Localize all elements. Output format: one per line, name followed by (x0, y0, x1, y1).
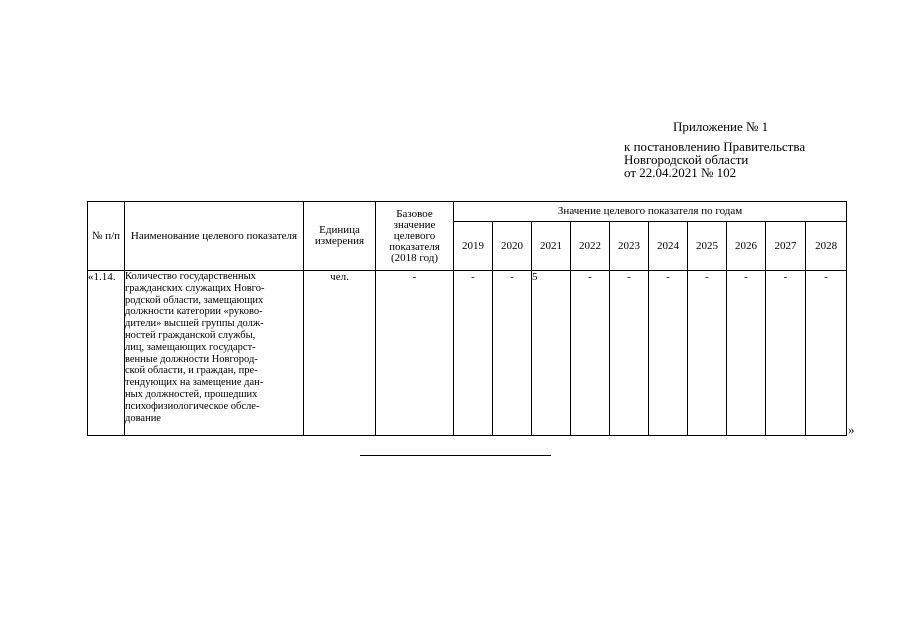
table-row (88, 271, 847, 436)
annex-title: Приложение № 1 (673, 119, 769, 134)
indicator-table (87, 201, 847, 436)
header-year: 2028 (806, 222, 847, 271)
header-unit: Единица измерения (304, 202, 376, 271)
header-years-group: Значение целевого показателя по годам (454, 202, 847, 222)
annex-block (624, 120, 805, 179)
annex-line-date: от 22.04.2021 № 102 (624, 165, 737, 180)
closing-rule (360, 455, 551, 456)
header-base-value: Базовое значение целевого показателя (2018 год) (376, 202, 454, 271)
row-value-2025: - (688, 271, 727, 436)
name-line: дители» высшей группы долж- (125, 318, 264, 330)
header-year: 2023 (610, 222, 649, 271)
name-line: ностей гражданской службы, (125, 329, 256, 341)
name-line: родской области, замещающих (125, 294, 264, 306)
header-year: 2022 (571, 222, 610, 271)
row-value-2022: - (571, 271, 610, 436)
name-line: ных должностей, прошедших (125, 388, 258, 400)
name-line: лиц, замещающих государст- (125, 341, 256, 353)
header-name: Наименование целевого показателя (125, 202, 304, 271)
name-line: психофизиологическое обсле- (125, 400, 260, 412)
header-year: 2024 (649, 222, 688, 271)
name-line: гражданских служащих Новго- (125, 282, 265, 294)
row-indicator-name (125, 271, 304, 436)
row-unit: чел. (304, 271, 376, 436)
name-line: тендующих на замещение дан- (125, 377, 264, 389)
row-value-2019: - (454, 271, 493, 436)
row-value-2024: - (649, 271, 688, 436)
annex-line-decree: к постановлению Правительства (624, 139, 806, 154)
row-value-2021: 5 (532, 271, 571, 436)
header-year: 2021 (532, 222, 571, 271)
name-line: дование (125, 412, 161, 424)
row-value-2020: - (493, 271, 532, 436)
name-line: венные должности Новгород- (125, 353, 258, 365)
name-line: ской области, и граждан, пре- (125, 365, 258, 377)
name-line: Количество государственных (125, 271, 256, 282)
header-year: 2019 (454, 222, 493, 271)
header-year: 2025 (688, 222, 727, 271)
row-value-2026: - (727, 271, 766, 436)
header-year: 2026 (727, 222, 766, 271)
row-value-2023: - (610, 271, 649, 436)
header-year: 2020 (493, 222, 532, 271)
row-base-value: - (376, 271, 454, 436)
closing-quote: » (848, 422, 855, 437)
name-line: должности категории «руково- (125, 306, 263, 318)
annex-line-region: Новгородской области (624, 152, 749, 167)
row-value-2027: - (766, 271, 806, 436)
row-num: «1.14. (88, 271, 125, 436)
header-year: 2027 (766, 222, 806, 271)
header-num: № п/п (88, 202, 125, 271)
row-value-2028: - (806, 271, 847, 436)
